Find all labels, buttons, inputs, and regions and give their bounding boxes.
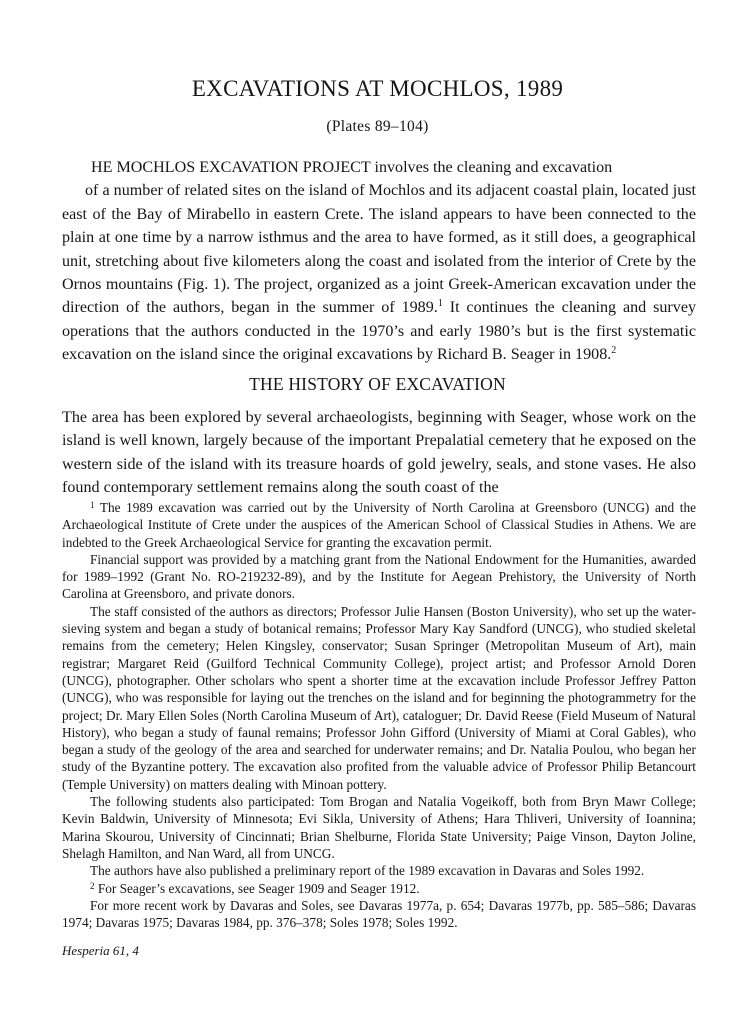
section-heading: THE HISTORY OF EXCAVATION bbox=[249, 374, 506, 394]
footnote-text: The following students also participated: Tom Brogan and Natalia Vogeikoff, both from Bryn Mawr College; Kevin Baldwin, University of Minnesota; Evi Sikla, University of Athens; Hara Thliveri, University of Ioannina; Marina Skourou, University of Cincinnati; Brian Shelburne, Florida State University; Paige Vinson, Dayton Joline, Shelagh Hamilton, and Nan Ward, all from UNCG. bbox=[62, 794, 696, 861]
footnote-text: The 1989 excavation was carried out by the University of North Carolina at Greensboro (UNCG) and the Archaeological Institute of Crete under the auspices of the American School of Classical Studies in Athens. We are indebted to the Greek Archaeological Service for granting the excavation permit. bbox=[62, 500, 696, 550]
intro-text: of a number of related sites on the island of Mochlos and its adjacent coastal plain, located just east of the Bay of Mirabello in eastern Crete. The island appears to have been connected to the plain at one time by a narrow isthmus and the area to have formed, as it still does, a geographical unit, stretching about five kilometers along the coast and isolated from the interior of Crete by the Ornos mountains (Fig. 1). The project, organized as a joint Greek-American excavation under the direction of the authors, began in the summer of 1989. bbox=[62, 182, 696, 317]
plates-reference: (Plates 89–104) bbox=[326, 118, 429, 135]
journal-citation: Hesperia 61, 4 bbox=[62, 943, 139, 958]
footnotes bbox=[62, 499, 696, 931]
footnote bbox=[62, 551, 696, 603]
footnote-ref-2[interactable]: 2 bbox=[611, 345, 617, 357]
footnote bbox=[62, 880, 696, 897]
footnote-ref-1[interactable]: 1 bbox=[437, 298, 443, 310]
footnote-marker: 1 bbox=[90, 500, 95, 510]
history-paragraph: The area has been explored by several archaeologists, beginning with Seager, whose work on the island is well known, largely because of the important Prepalatial cemetery that he exposed on the western side of the island with its treasure hoards of gold jewelry, seals, and stone vases. He also found contemporary settlement remains along the south coast of the bbox=[62, 409, 696, 497]
footnote bbox=[62, 862, 696, 879]
footnote bbox=[62, 499, 696, 551]
footnote bbox=[62, 897, 696, 932]
footnote bbox=[62, 603, 696, 793]
footnote-text: For more recent work by Davaras and Soles, see Davaras 1977a, p. 654; Davaras 1977b, pp. 585–586; Davaras 1974; Davaras 1975; Davaras 1984, pp. 376–378; Soles 1978; Soles 1992. bbox=[62, 897, 696, 931]
footnote-text: For Seager’s excavations, see Seager 1909 and Seager 1912. bbox=[94, 880, 420, 896]
footnote-text: Financial support was provided by a matching grant from the National Endowment for the Humanities, awarded for 1989–1992 (Grant No. RO-219232-89), and by the Institute for Aegean Prehistory, the University of North Carolina at Greensboro, and private donors. bbox=[62, 551, 696, 602]
intro-first-line: HE MOCHLOS EXCAVATION PROJECT involves the cleaning and excavation bbox=[91, 159, 613, 176]
intro-paragraph bbox=[62, 156, 696, 367]
article-title: EXCAVATIONS AT MOCHLOS, 1989 bbox=[191, 76, 564, 101]
footnote-text: The authors have also published a preliminary report of the 1989 excavation in Davaras and Soles 1992. bbox=[90, 863, 645, 879]
footnote bbox=[62, 793, 696, 862]
intro-text-continued: It continues the cleaning and survey operations that the authors conducted in the 1970’s and early 1980’s but is the first systematic excavation on the island since the original excavations by Richard B. Seager in 1908. bbox=[62, 299, 697, 364]
footnote-text: The staff consisted of the authors as directors; Professor Julie Hansen (Boston University), who set up the water-sieving system and began a study of botanical remains; Professor Mary Kay Sandford (UNCG), who studied skeletal remains from the cemetery; Helen Kingsley, conservator; Susan Springer (Metropolitan Museum of Art), main registrar; Margaret Reid (Guilford Technical Community College), project artist; and Professor Arnold Doren (UNCG), photographer. Other scholars who spent a shorter time at the excavation include Professor Jeffrey Patton (UNCG), who was responsible for laying out the trenches on the island and for beginning the photogrammetry for the project; Dr. Mary Ellen Soles (North Carolina Museum of Art), cataloguer; Dr. David Reese (Field Museum of Natural History), who began a study of faunal remains; Professor John Gifford (University of Miami at Coral Gables), who began a study of the geology of the area and searched for underwater remains; and Dr. Natalia Poulou, who began her study of the Byzantine pottery. The excavation also profited from the valuable advice of Professor Philip Betancourt (Temple University) on matters dealing with Minoan pottery. bbox=[62, 603, 696, 792]
footnote-marker: 2 bbox=[90, 880, 95, 891]
